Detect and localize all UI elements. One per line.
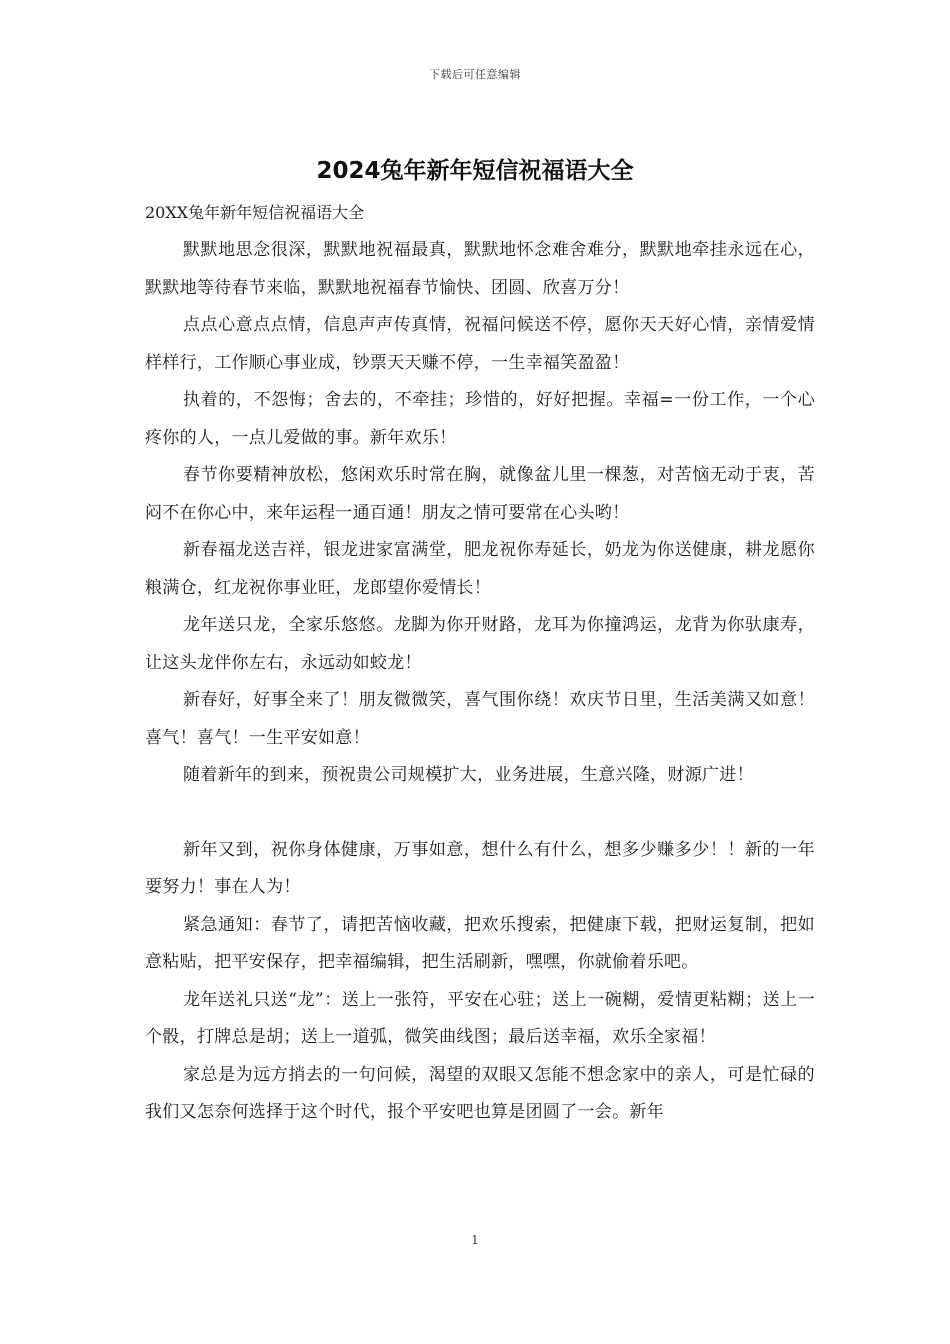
paragraph: 龙年送只龙，全家乐悠悠。龙脚为你开财路，龙耳为你撞鸿运，龙背为你驮康寿，让这头龙伴你左右，永远动如蛟龙！	[145, 615, 815, 673]
page-number: 1	[471, 1233, 479, 1247]
document-title: 2024兔年新年短信祝福语大全	[316, 158, 634, 184]
paragraph: 家总是为远方捎去的一句问候，渴望的双眼又怎能不想念家中的亲人，可是忙碌的我们又怎奈何选择于这个时代，报个平安吧也算是团圆了一会。新年	[145, 1064, 815, 1122]
document-subtitle: 20XX兔年新年短信祝福语大全	[145, 203, 365, 222]
document-body	[145, 232, 815, 1132]
header-note: 下载后可任意编辑	[429, 68, 521, 81]
paragraph: 点点心意点点情，信息声声传真情，祝福问候送不停，愿你天天好心情，亲情爱情样样行，工作顺心事业成，钞票天天赚不停，一生幸福笑盈盈！	[145, 315, 815, 373]
paragraph: 新春好，好事全来了！朋友微微笑，喜气围你绕！欢庆节日里，生活美满又如意！喜气！喜气！一生平安如意！	[145, 690, 815, 748]
paragraph: 新年又到，祝你身体健康，万事如意，想什么有什么，想多少赚多少！！新的一年要努力！事在人为！	[145, 839, 815, 897]
paragraph: 春节你要精神放松，悠闲欢乐时常在胸，就像盆儿里一棵葱，对苦恼无动于衷，苦闷不在你心中，来年运程一通百通！朋友之情可要常在心头哟！	[145, 465, 815, 523]
paragraph: 紧急通知：春节了，请把苦恼收藏，把欢乐搜索，把健康下载，把财运复制，把如意粘贴，把平安保存，把幸福编辑，把生活刷新，嘿嘿，你就偷着乐吧。	[145, 914, 815, 972]
paragraph: 龙年送礼只送“龙”：送上一张符，平安在心驻；送上一碗糊，爱情更粘糊；送上一个骰，打牌总是胡；送上一道弧，微笑曲线图；最后送幸福，欢乐全家福！	[145, 989, 815, 1047]
paragraph: 新春福龙送吉祥，银龙进家富满堂，肥龙祝你寿延长，奶龙为你送健康，耕龙愿你粮满仓，红龙祝你事业旺，龙郎望你爱情长！	[145, 540, 815, 598]
paragraph: 随着新年的到来，预祝贵公司规模扩大，业务进展，生意兴隆，财源广进！	[183, 765, 754, 785]
paragraph: 默默地思念很深，默默地祝福最真，默默地怀念难舍难分，默默地牵挂永远在心，默默地等待春节来临，默默地祝福春节愉快、团圆、欣喜万分！	[145, 240, 815, 298]
paragraph: 执着的，不怨悔；舍去的，不牵挂；珍惜的，好好把握。幸福=一份工作，一个心疼你的人，一点儿爱做的事。新年欢乐！	[145, 390, 815, 448]
